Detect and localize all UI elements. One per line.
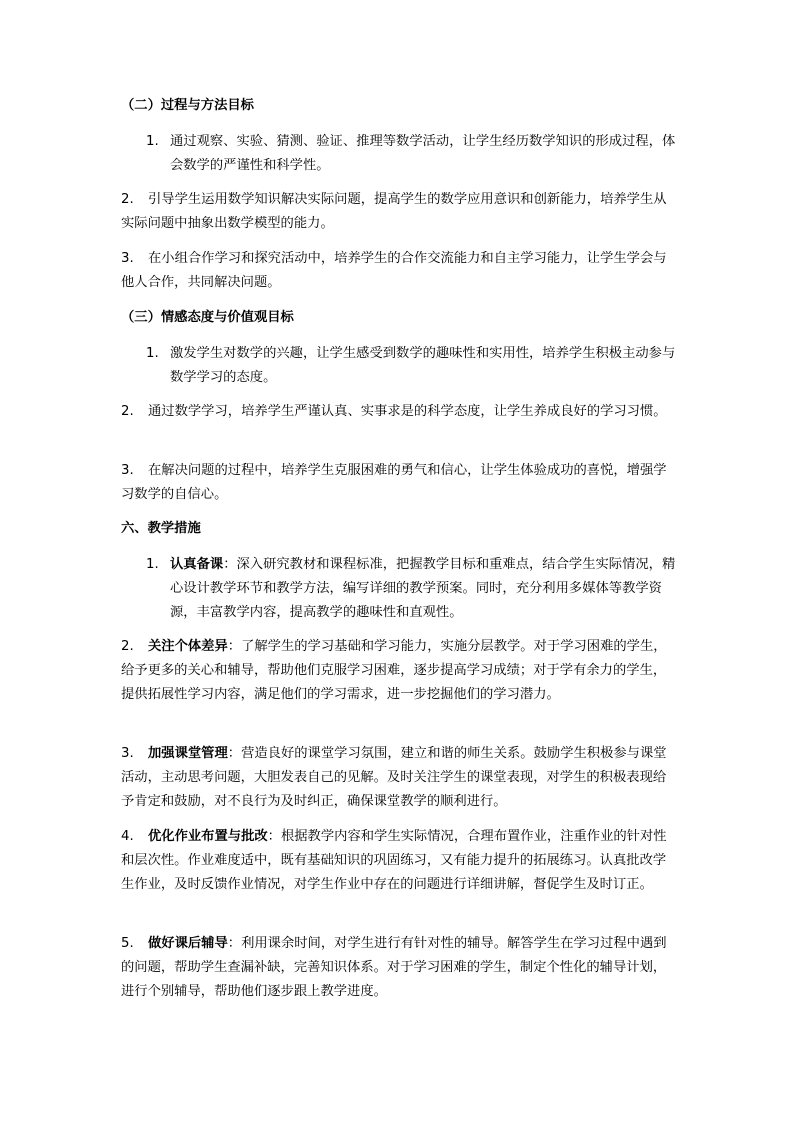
paragraph-text: 在小组合作学习和探究活动中，培养学生的合作交流能力和自主学习能力，让学生学会与他人合作，共同解决问题。 xyxy=(121,251,667,290)
paragraph xyxy=(121,188,674,236)
paragraph-number: 3. xyxy=(121,746,134,761)
section-heading-teaching-measures: 六、教学措施 xyxy=(121,521,201,536)
paragraph-number: 2. xyxy=(121,192,134,207)
paragraph-number: 4. xyxy=(121,829,134,844)
measure-text: ：根据教学内容和学生实际情况，合理布置作业，注重作业的针对性和层次性。作业难度适中，既有基础知识的巩固练习，又有能力提升的拓展练习。认真批改学生作业，及时反馈作业情况，对学生作业中存在的问题进行详细讲解，督促学生及时订正。 xyxy=(121,829,667,892)
measure-text: ：了解学生的学习基础和学习能力，实施分层教学。对于学习困难的学生，给予更多的关心和辅导，帮助他们克服学习困难，逐步提高学习成绩；对于学有余力的学生，提供拓展性学习内容，满足他们的学习需求，进一步挖掘他们的学习潜力。 xyxy=(121,639,667,702)
list-item xyxy=(146,342,676,390)
paragraph-number: 3. xyxy=(121,251,134,266)
list-item xyxy=(146,130,676,178)
paragraph xyxy=(121,400,674,424)
measure-text: ：营造良好的课堂学习氛围，建立和谐的师生关系。鼓励学生积极参与课堂活动，主动思考问题，大胆发表自己的见解。及时关注学生的课堂表现，对学生的积极表现给予肯定和鼓励，对不良行为及时纠正，确保课堂教学的顺利进行。 xyxy=(121,746,667,809)
measure-label: 优化作业布置与批改 xyxy=(148,829,268,844)
list-number: 1. xyxy=(146,134,159,149)
paragraph-number: 3. xyxy=(121,463,134,478)
paragraph-text: 通过数学学习，培养学生严谨认真、实事求是的科学态度，让学生养成良好的学习习惯。 xyxy=(148,404,667,419)
section-heading-process-methods: （二）过程与方法目标 xyxy=(121,98,254,113)
list-text: 激发学生对数学的兴趣，让学生感受到数学的趣味性和实用性，培养学生积极主动参与数学学习的态度。 xyxy=(170,346,676,385)
measure-label: 认真备课 xyxy=(170,557,224,572)
measure-label: 关注个体差异 xyxy=(148,639,228,654)
list-text xyxy=(146,553,676,625)
paragraph xyxy=(121,825,674,897)
paragraph-number: 2. xyxy=(121,639,134,654)
list-text: 通过观察、实验、猜测、验证、推理等数学活动，让学生经历数学知识的形成过程，体会数学的严谨性和科学性。 xyxy=(170,134,676,173)
section-heading-emotion-values: （三）情感态度与价值观目标 xyxy=(121,310,294,325)
paragraph xyxy=(121,635,674,707)
measure-text: ：深入研究教材和课程标准，把握教学目标和重难点，结合学生实际情况，精心设计教学环节和教学方法，编写详细的教学预案。同时，充分利用多媒体等教学资源，丰富教学内容，提高教学的趣味性和直观性。 xyxy=(170,557,676,620)
list-item xyxy=(146,553,676,625)
measure-label: 做好课后辅导 xyxy=(148,936,228,951)
list-number: 1. xyxy=(146,346,159,361)
measure-text: ：利用课余时间，对学生进行有针对性的辅导。解答学生在学习过程中遇到的问题，帮助学生查漏补缺，完善知识体系。对于学习困难的学生，制定个性化的辅导计划，进行个别辅导，帮助他们逐步跟上教学进度。 xyxy=(121,936,667,999)
paragraph-text: 在解决问题的过程中，培养学生克服困难的勇气和信心，让学生体验成功的喜悦，增强学习数学的自信心。 xyxy=(121,463,667,502)
paragraph-text: 引导学生运用数学知识解决实际问题，提高学生的数学应用意识和创新能力，培养学生从实际问题中抽象出数学模型的能力。 xyxy=(121,192,667,231)
paragraph xyxy=(121,932,674,1004)
paragraph-number: 5. xyxy=(121,936,134,951)
paragraph-number: 2. xyxy=(121,404,134,419)
paragraph xyxy=(121,247,674,295)
measure-label: 加强课堂管理 xyxy=(148,746,228,761)
paragraph xyxy=(121,742,674,814)
list-number: 1. xyxy=(146,557,159,572)
paragraph xyxy=(121,459,674,507)
